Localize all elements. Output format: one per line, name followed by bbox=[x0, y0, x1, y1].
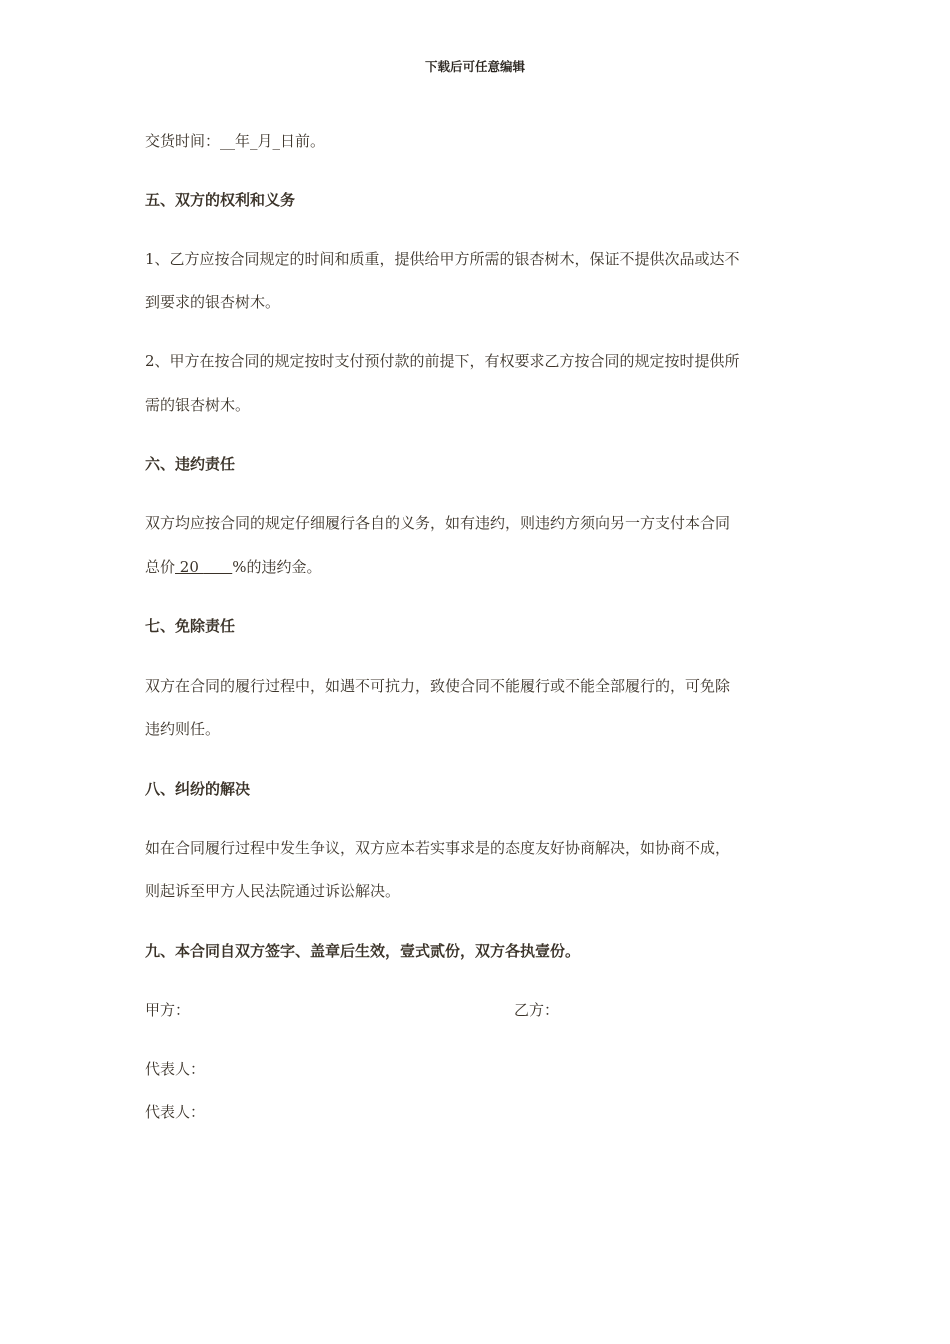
section8-heading: 八、纠纷的解决 bbox=[145, 780, 251, 798]
section7-line1: 双方在合同的履行过程中，如遇不可抗力，致使合同不能履行或不能全部履行的，可免除 bbox=[145, 677, 731, 695]
party-a-label: 甲方： bbox=[145, 1001, 191, 1019]
section5-item2-line2: 需的银杏树木。 bbox=[145, 396, 251, 414]
section7-line2: 违约则任。 bbox=[145, 720, 221, 738]
section6-line2 bbox=[145, 557, 322, 577]
representative-label-1: 代表人： bbox=[145, 1060, 206, 1078]
section5-item1-line2: 到要求的银杏树木。 bbox=[145, 293, 281, 311]
section5-item1-line1: 1、乙方应按合同规定的时间和质重，提供给甲方所需的银杏树木，保证不提供次品或达不 bbox=[145, 250, 740, 268]
section6-line2-prefix: 总价 bbox=[145, 558, 176, 576]
penalty-percent-value: 20 bbox=[175, 558, 204, 576]
party-b-label: 乙方： bbox=[514, 1001, 560, 1019]
penalty-percent-blank bbox=[204, 558, 233, 576]
section6-line1: 双方均应按合同的规定仔细履行各自的义务，如有违约，则违约方须向另一方支付本合同 bbox=[145, 514, 731, 532]
section8-line1: 如在合同履行过程中发生争议，双方应本若实事求是的态度友好协商解决，如协商不成， bbox=[145, 839, 731, 857]
section7-heading: 七、免除责任 bbox=[145, 617, 236, 635]
section5-item2-line1: 2、甲方在按合同的规定按时支付预付款的前提下，有权要求乙方按合同的规定按时提供所 bbox=[145, 352, 740, 370]
section6-line2-suffix: %的违约金。 bbox=[232, 558, 322, 576]
page-header-note: 下载后可任意编辑 bbox=[424, 59, 525, 74]
section9-heading: 九、本合同自双方签字、盖章后生效，壹式贰份，双方各执壹份。 bbox=[145, 942, 581, 960]
section6-heading: 六、违约责任 bbox=[145, 455, 236, 473]
section8-line2: 则起诉至甲方人民法院通过诉讼解决。 bbox=[145, 882, 401, 900]
section5-heading: 五、双方的权利和义务 bbox=[145, 191, 296, 209]
delivery-time-line: 交货时间：__年_月_日前。 bbox=[145, 132, 326, 150]
representative-label-2: 代表人： bbox=[145, 1103, 206, 1121]
